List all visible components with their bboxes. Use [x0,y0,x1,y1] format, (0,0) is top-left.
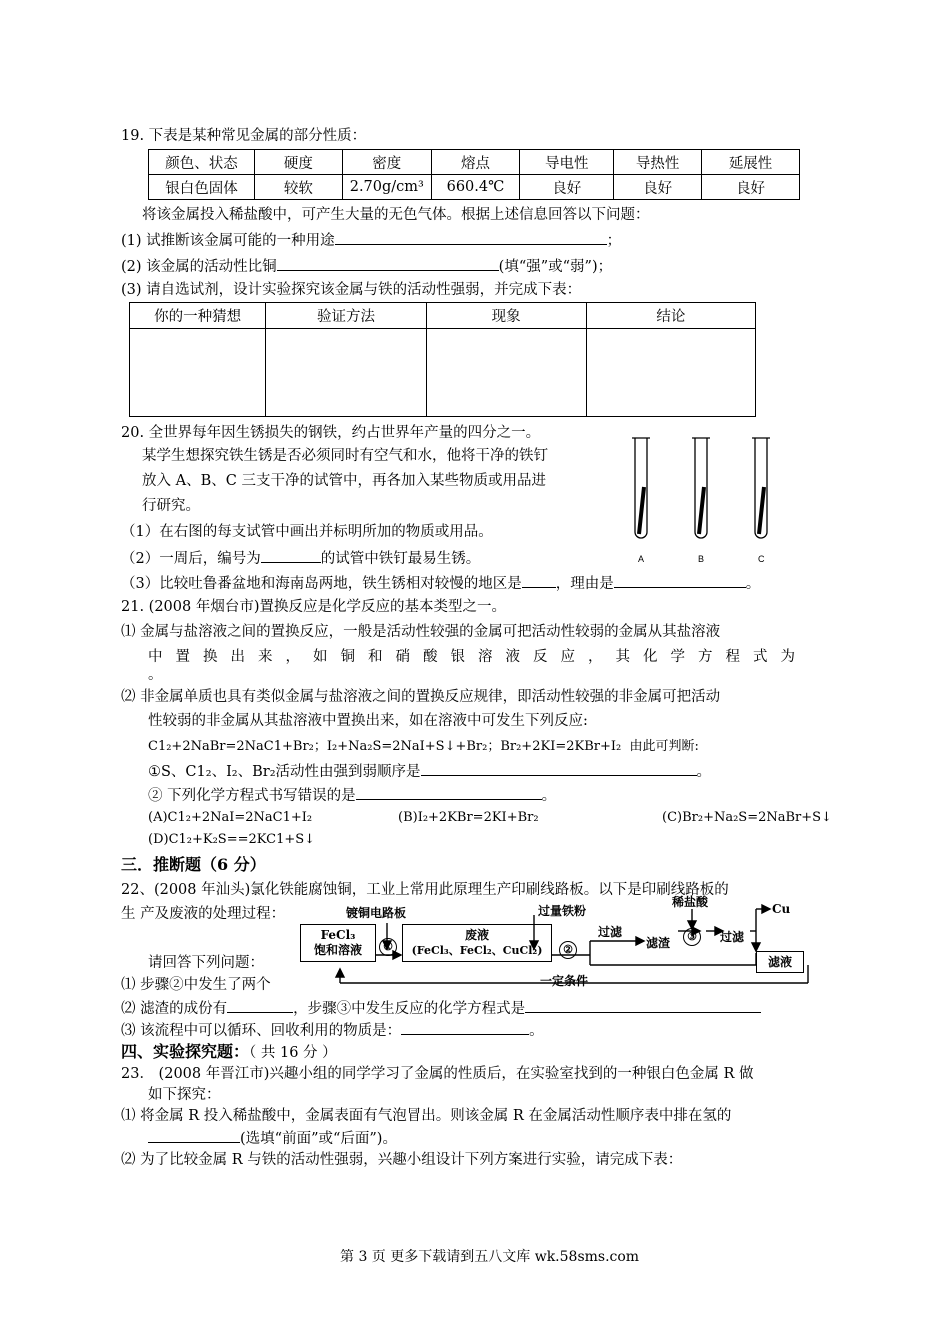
answer-blank[interactable] [261,547,321,563]
section-3-title: 三．推断题（6 分） [121,855,266,874]
label-copper-plate: 镀铜电路板 [346,906,407,920]
table-cell: 660.4℃ [431,175,520,200]
label-cu: Cu [772,902,791,916]
table-cell[interactable] [130,329,266,417]
q19-text: 将该金属投入稀盐酸中，可产生大量的无色气体。根据上述信息回答以下问题： [142,207,650,223]
tube-label-b: B [698,554,705,564]
q21-part2-a: ⑵ 非金属单质也具有类似金属与盐溶液之间的置换反应规律，即活动性较强的非金属可把活动 [121,689,721,705]
q21-sub2: ② 下列化学方程式书写错误的是 。 [148,784,556,806]
table-header: 颜色、状态 [149,150,255,175]
label-excess-iron: 过量铁粉 [538,904,587,918]
step-2-marker: ② [559,941,577,959]
table-cell[interactable] [586,329,755,417]
table-header: 硬度 [254,150,342,175]
tube-label-c: C [758,554,765,564]
q21-option-d: (D)C1₂+K₂S==2KC1+S↓ [148,832,316,847]
q19-part3: (3) 请自选试剂，设计实验探究该金属与铁的活动性强弱，并完成下表： [121,282,582,298]
table-header: 现象 [426,303,586,329]
q21-part1-b: 中置换出来，如铜和硝酸银溶液反应，其化学方程式为 [148,649,808,665]
table-cell: 银白色固体 [149,175,255,200]
answer-blank[interactable] [421,760,697,776]
label-filter-2: 过滤 [720,930,745,944]
q22-part1: ⑴ 步骤②中发生了两个 [121,977,271,993]
table-header: 熔点 [431,150,520,175]
q21-equations: C1₂+2NaBr=2NaC1+Br₂；I₂+Na₂S=2NaI+S↓+Br₂；Br₂+2KI=2KBr+I₂ 由此可判断: [148,739,699,754]
q23-line1: 23． (2008 年晋江市)兴趣小组的同学学习了金属的性质后，在实验室找到的一种银白色金属 R 做 [121,1066,754,1082]
answer-blank[interactable] [356,784,542,800]
answer-blank[interactable] [614,572,746,588]
q20-part1: （1）在右图的每支试管中画出并标明所加的物质或用品。 [121,524,493,540]
label-condition: 一定条件 [540,974,589,988]
table-cell: 良好 [520,175,614,200]
q21-option-b: (B)I₂+2KBr=2KI+Br₂ [398,810,539,825]
q21-part2-b: 性较弱的非金属从其盐溶液中置换出来，如在溶液中可发生下列反应: [148,713,588,729]
q19-intro: 19. 下表是某种常见金属的部分性质： [121,128,367,144]
table-header: 延展性 [702,150,800,175]
section-4-title: 四、实验探究题：（ 共 16 分 ） [121,1042,337,1061]
q21-title: 21. (2008 年烟台市)置换反应是化学反应的基本类型之一。 [121,599,506,615]
answer-blank[interactable] [227,997,293,1013]
table-cell: 较软 [254,175,342,200]
answer-blank[interactable] [522,572,556,588]
q20-line2: 某学生想探究铁生锈是否必须同时有空气和水，他将干净的铁钉 [142,448,548,464]
q20-line4: 行研究。 [142,498,200,514]
table-header: 结论 [586,303,755,329]
answer-blank[interactable] [525,997,761,1013]
table-cell: 2.70g/cm³ [342,175,431,200]
step-1-marker: ① [379,938,397,956]
q22-part2: ⑵ 滤渣的成份有 ，步骤③中发生反应的化学方程式是 [121,997,761,1019]
q23-line2: 如下探究： [148,1087,221,1103]
waste-liquid-box: 废液 (FeCl₃、FeCl₂、CuCl₂) [402,924,552,962]
label-residue: 滤渣 [646,936,671,950]
table-header: 导热性 [614,150,702,175]
q23-part2: ⑵ 为了比较金属 R 与铁的活动性强弱，兴趣小组设计下列方案进行实验，请完成下表： [121,1152,683,1168]
table-header: 导电性 [520,150,614,175]
q23-part1-b: (选填“前面”或“后面”)。 [148,1127,397,1149]
table-cell[interactable] [266,329,426,417]
q21-part1-a: ⑴ 金属与盐溶液之间的置换反应，一般是活动性较强的金属可把活动性较弱的金属从其盐溶液 [121,624,721,640]
iron-nail-a [639,487,644,534]
label-filter-1: 过滤 [598,925,623,939]
q19-property-table [148,149,800,200]
table-cell: 良好 [702,175,800,200]
answer-blank[interactable] [401,1019,529,1035]
filtrate-box: 滤液 [756,951,804,973]
q23-part1-a: ⑴ 将金属 R 投入稀盐酸中，金属表面有气泡冒出。则该金属 R 在金属活动性顺序表中排在氢的 [121,1108,732,1124]
q19-part2: (2) 该金属的活动性比铜 (填“强”或“弱”)； [121,255,612,277]
table-cell[interactable] [426,329,586,417]
table-cell: 良好 [614,175,702,200]
iron-nail-c [759,487,764,534]
q22-line1: 22、(2008 年汕头)氯化铁能腐蚀铜，工业上常用此原理生产印刷线路板。以下是印刷线路板的 [121,882,729,898]
q22-line2: 生 产及废液的处理过程： [121,906,286,922]
table-header: 验证方法 [266,303,426,329]
q20-line3: 放入 A、B、C 三支干净的试管中，再各加入某些物质或用品进 [142,473,546,489]
q21-sub1: ①S、C1₂、I₂、Br₂活动性由强到弱顺序是 。 [148,760,711,782]
q21-option-a: (A)C1₂+2NaI=2NaC1+I₂ [148,810,313,825]
q20-line1: 20. 全世界每年因生锈损失的钢铁，约占世界年产量的四分之一。 [121,425,541,441]
q19-experiment-table [129,302,756,417]
q20-part3: （3）比较吐鲁番盆地和海南岛两地，铁生锈相对较慢的地区是 ，理由是 。 [121,572,760,594]
q20-part2: （2）一周后，编号为 的试管中铁钉最易生锈。 [121,547,480,569]
q22-part3: ⑶ 该流程中可以循环、回收利用的物质是： 。 [121,1019,544,1041]
answer-blank[interactable] [277,255,499,271]
iron-nail-b [699,487,704,534]
q22-ask: 请回答下列问题： [148,955,264,971]
label-dilute-hcl: 稀盐酸 [672,895,709,909]
q19-part1: (1) 试推断该金属可能的一种用途 ； [121,229,621,251]
test-tubes-figure [620,432,790,572]
table-header: 你的一种猜想 [130,303,266,329]
tube-label-a: A [638,554,645,564]
q21-part1-c: 。 [148,667,163,683]
answer-blank[interactable] [148,1127,240,1143]
step-3-marker: ③ [683,928,701,946]
answer-blank[interactable] [335,229,607,245]
table-header: 密度 [342,150,431,175]
q21-option-c: (C)Br₂+Na₂S=2NaBr+S↓ [662,810,832,825]
page-footer: 第 3 页 更多下载请到五八文库 wk.58sms.com [340,1249,640,1265]
fecl3-solution-box: FeCl₃ 饱和溶液 [300,924,376,962]
